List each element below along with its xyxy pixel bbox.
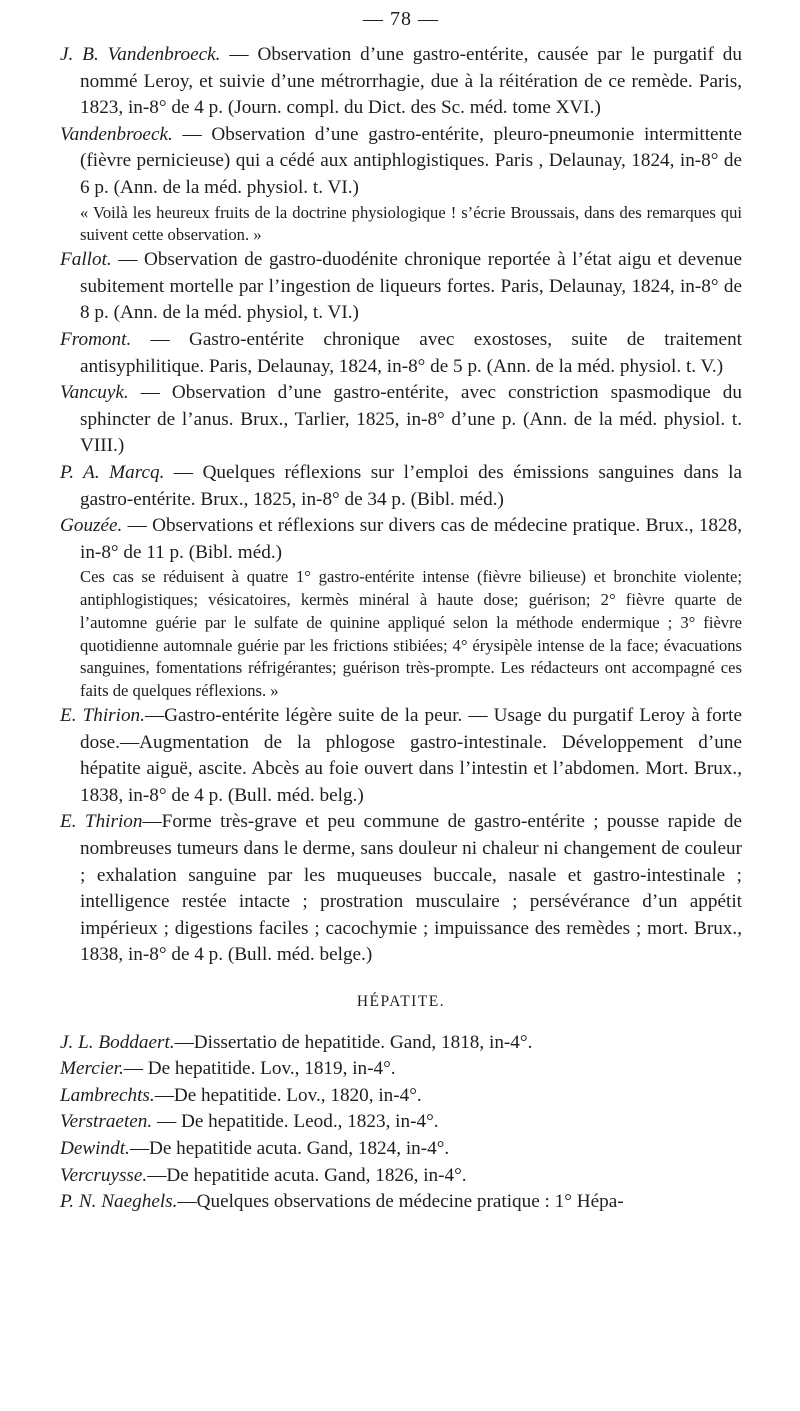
bibliography-entry — [60, 1030, 742, 1057]
entry-text: — Quelques réflexions sur l’emploi des émissions sanguines dans la gastro-entérite. Brux., 1825, in-8° de 34 p. (Bibl. méd.) — [80, 461, 742, 510]
bibliography-entry — [60, 513, 742, 566]
bibliography-entry — [60, 1189, 742, 1216]
entry-author: E. Thirion — [60, 811, 143, 833]
bibliography-entry — [60, 122, 742, 202]
page-number: — 78 — — [363, 8, 439, 30]
entry-text: —Quelques observations de médecine pratique : 1° Hépa- — [177, 1191, 624, 1213]
entry-author: J. B. Vandenbroeck. — [60, 44, 221, 65]
bibliography-entry — [60, 327, 742, 380]
entry-author: Vancuyk. — [60, 382, 129, 404]
entry-author: E. Thirion. — [60, 705, 145, 727]
entry-author: Fallot. — [60, 249, 112, 271]
entry-text: — Observations et réflexions sur divers cas de médecine pratique. Brux., 1828, in-8° de 11 p. (Bibl. méd.) — [80, 515, 742, 563]
entry-text: — Observation d’une gastro-entérite, avec constriction spasmodique du sphincter de l’anus. Brux., Tarlier, 1825, in-8° d’une p. (Ann. de la méd. physiol. t. VIII.) — [80, 382, 742, 457]
entry-text: — Observation d’une gastro-entérite, causée par le purgatif du nommé Leroy, et suivie d’une métrorrhagie, due à la réitération de ce remède. Paris, 1823, in-8° de 4 p. (Journ. compl. du Dict. des Sc. méd. tome XVI.) — [80, 44, 742, 119]
bibliography-entry — [60, 247, 742, 327]
entry-author: Dewindt. — [60, 1137, 130, 1159]
entry-author: Vercruysse. — [60, 1164, 148, 1186]
entry-author: P. A. Marcq. — [60, 461, 165, 483]
bibliography-entry — [60, 809, 742, 969]
entry-author: Mercier. — [60, 1058, 124, 1080]
entry-text: —Gastro-entérite légère suite de la peur. — Usage du purgatif Leroy à forte dose.—Augmentation de la phlogose gastro-intestinale. Développement d’une hépatite aiguë, ascite. Abcès au foie ouvert dans l’intestin et l’abdomen. Mort. Brux., 1838, in-8° de 4 p. (Bull. méd. belg.) — [80, 705, 742, 806]
entry-author: Gouzée. — [60, 515, 123, 537]
body-text — [60, 42, 742, 1216]
bibliography-entry — [60, 1056, 742, 1083]
entry-text: —De hepatitide acuta. Gand, 1826, in-4°. — [147, 1164, 467, 1186]
editorial-remark: « Voilà les heureux fruits de la doctrine physiologique ! s’écrie Broussais, dans des remarques qui suivent cette observation. » — [80, 202, 742, 245]
entry-author: P. N. Naeghels. — [60, 1191, 178, 1213]
bibliography-entry — [60, 1083, 742, 1110]
bibliography-entry — [60, 1163, 742, 1190]
entry-text: — Observation d’une gastro-entérite, pleuro-pneumonie intermittente (fièvre pernicieuse) qui a cédé aux antiphlogistiques. Paris , Delaunay, 1824, in-8° de 6 p. (Ann. de la méd. physiol. t. VI.) — [80, 123, 742, 198]
entry-author: Vandenbroeck. — [60, 123, 173, 145]
bibliography-entry — [60, 380, 742, 460]
bibliography-entry — [60, 703, 742, 809]
entry-text: — De hepatitide. Leod., 1823, in-4°. — [152, 1111, 439, 1133]
entry-text: —De hepatitide. Lov., 1820, in-4°. — [154, 1084, 422, 1106]
bibliography-entry — [60, 460, 742, 513]
bibliography-entry — [60, 1136, 742, 1163]
section-heading: HÉPATITE. — [356, 993, 446, 1010]
entry-author: Verstraeten. — [60, 1111, 153, 1133]
entry-text: —De hepatitide acuta. Gand, 1824, in-4°. — [129, 1137, 450, 1159]
bibliography-entry — [60, 42, 742, 122]
editorial-remark: Ces cas se réduisent à quatre 1° gastro-entérite intense (fièvre bilieuse) et bronchite violente; antiphlogistiques; vésicatoires, kermès minéral à haute dose; guérison; 2° fièvre quarte de l’automne guérie par le sulfate de quinine appliqué selon la méthode endermique ; 3° fièvre quotidienne automnale guérie par les frictions stibiées; 4° érysipèle intense de la face; évacuations sanguines, fomentations réfrigérantes; guérison très-prompte. Les rédacteurs ont accompagné ces faits de quelques réflexions. » — [80, 567, 742, 701]
entry-author: Fromont. — [60, 328, 132, 350]
entry-author: Lambrechts. — [60, 1084, 155, 1106]
entry-text: — De hepatitide. Lov., 1819, in-4°. — [123, 1058, 396, 1080]
entry-text: —Forme très-grave et peu commune de gastro-entérite ; pousse rapide de nombreuses tumeurs dans le derme, sans douleur ni chaleur ni changement de couleur ; exhalation sanguine par les muqueuses buccale, nasale et gastro-intestinale ; intelligence restée intacte ; prostration musculaire ; persévérance d’un appétit impérieux ; digestions faciles ; cacochymie ; impuissance des remèdes ; mort. Brux., 1838, in-8° de 4 p. (Bull. méd. belge.) — [80, 811, 742, 966]
entry-text: — Observation de gastro-duodénite chronique reportée à l’état aigu et devenue subitement mortelle par l’ingestion de liqueurs fortes. Paris, Delaunay, 1824, in-8° de 8 p. (Ann. de la méd. physiol, t. VI.) — [80, 249, 742, 324]
entry-text: — Gastro-entérite chronique avec exostoses, suite de traitement antisyphilitique. Paris, Delaunay, 1824, in-8° de 5 p. (Ann. de la méd. physiol. t. V.) — [80, 328, 742, 377]
entry-author: J. L. Boddaert. — [60, 1031, 175, 1053]
entry-text: —Dissertatio de hepatitide. Gand, 1818, in-4°. — [174, 1031, 533, 1053]
bibliography-entry — [60, 1109, 742, 1136]
hepatite-list — [60, 1030, 742, 1216]
